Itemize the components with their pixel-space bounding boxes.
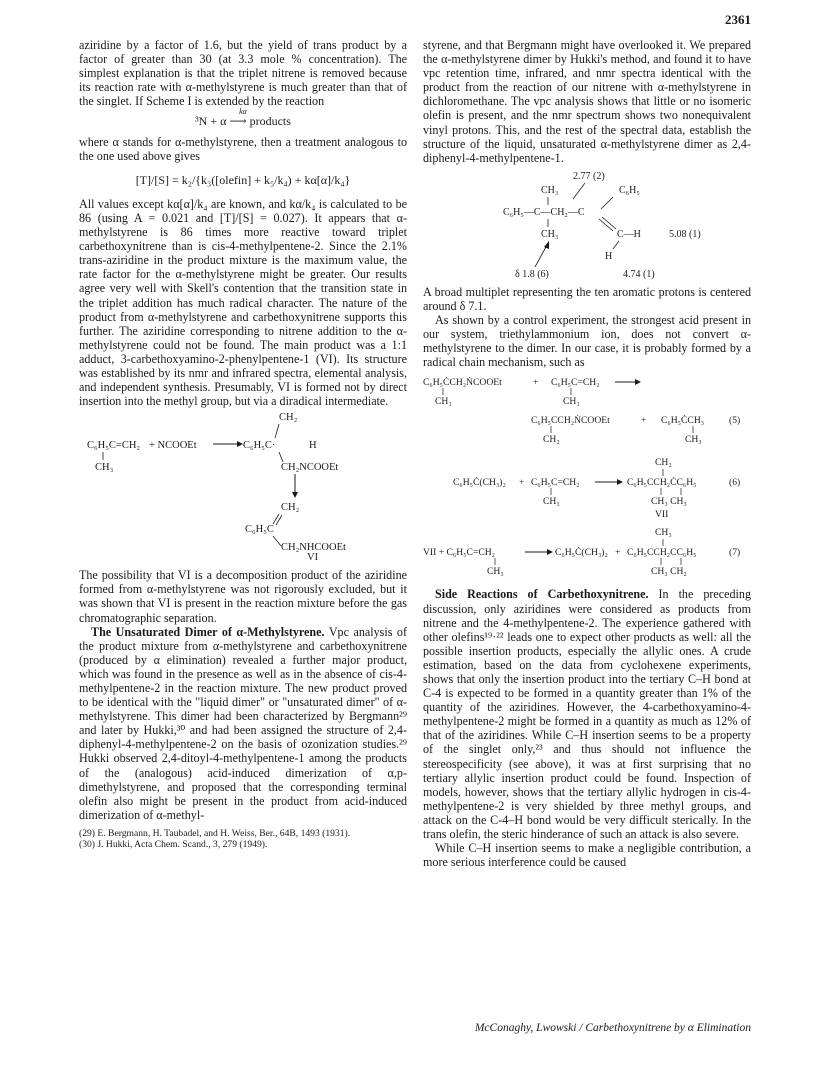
plus-ncooet: + NCOOEt (149, 440, 197, 452)
r5-plus-2: + (641, 415, 647, 427)
reactant-styrene: C₆H₅C=CH₂ (87, 440, 141, 452)
left-column (79, 38, 407, 851)
scheme-vi-diagram (79, 412, 407, 560)
section-heading-side-reactions: Side Reactions of Carbethoxynitrene. (435, 587, 649, 602)
r7-product-b: C₆H₅Ċ(CH₃)₂ (555, 547, 608, 559)
footnote-30: (30) J. Hukki, Acta Chem. Scand., 3, 279 (1949). (79, 839, 268, 851)
r6-product-top: CH₂ (655, 457, 672, 469)
r6-product: C₆H₅CCH₂ĊC₆H₅ (627, 477, 697, 489)
equation-1-text: kα ³N + α ⟶ products (195, 107, 291, 129)
right-paragraph-4: Side Reactions of Carbethoxynitrene. In the preceding discussion, only aziridines were considered as products from nitrene and the 4-methylpentene-2. The experience gathered with other olefins¹⁹·²² leads one to expect other products as well: all the possible insertion products, especially the allylic ones. A crude estimation, based on the data from cyclohexene experiments, shows that only the insertion product into the tertiary C–H bond at C-4 is expected to be formed in a quantity greater than 1% of the quantity of the aziridines. However, the 4-carbethoxyamino-4-methylpentene-2 might be formed in a quantity as much as 12% of that of the aziridines. While C–H insertion seems to be a property of the singlet only,²³ and thus should not influence the stereospecificity (see above), it was at first surprising that no tertiary allylic insertion product could be found. Inspection of models, however, shows that the tertiary allylic hydrogen in cis-4-methylpentene-2 is very shielded by three methyl groups, and attack on the C-4–H bond would be very difficult sterically. In the trans olefin, the steric hinderance of such an attack is also severe. (423, 587, 752, 841)
left-paragraph-5: The Unsaturated Dimer of α-Methylstyrene. Vpc analysis of the product mixture from α-methylstyrene and carbethoxynitrene (produced by α elimination) revealed a further major product, which was found in the presence as well as in the absence of cis-4-methylpentene-2 in the reaction mixture. The new product proved to be identical with the "liquid dimer" or "unsaturated dimer" of α-methylstyrene. This dimer had been characterized by Bergmann²⁹ and later by Hukki,³⁰ and had been assigned the structure of 2,4-diphenyl-4-methylpentene-2 on the basis of ozonization studies.²⁹ Hukki observed 2,4-ditoyl-4-methylpentene-1 among the products of the (analogous) acid-induced dimerization of α,p-dimethylstyrene, and proposed that the corresponding terminal olefin also might be present in the product from acid-induced dimerization of α-methyl- (79, 624, 408, 822)
r6-reactant-b: C₆H₅C=CH₂ (531, 477, 580, 489)
right-paragraph-2: A broad multiplet representing the ten aromatic protons is centered around δ 7.1. (423, 284, 751, 313)
r7-plus: + (615, 547, 621, 559)
r5-reactant-b: C₆H₅C=CH₂ (551, 377, 600, 389)
intermediate-ch2-top: CH₂ (279, 412, 298, 424)
product-phenyl-c: C₆H₅C (245, 524, 274, 536)
product-ch2nh: CH₂NHCOOEt (281, 542, 346, 554)
nmr-ch3-bottom: CH₃ (541, 228, 559, 240)
r5-reactant-a-methyl: CH₃ (435, 396, 452, 408)
right-paragraph-3: As shown by a control experiment, the strongest acid present in our system, triethylammonium ion, does not convert α-methylstyrene to the dimer. In our case, it is probably formed by a radical chain mechanism, such as (423, 313, 751, 370)
r7-reactant-a-methyl: CH₃ (487, 566, 504, 578)
left-paragraph-3: All values except kα[α]/k₄ are known, and kα/k₄ is calculated to be 86 (using A = 0.021 and [T]/[S] = 0.027). It appears that α-methylstyrene is 86 times more reactive toward triplet carbethoxynitrene than is cis-4-methylpentene-2. Since the 2.1% trans-aziridine in the product mixture is the maximum value, the rate factor for the α-methylstyrene might be greater. Our results agree very well with Skell's contention that the transition state in the triplet addition has much radical character. The nature of the product from α-methylstyrene and carbethoxynitrene supports this further. The aziridine corresponding to nitrene addition to the α-methylstyrene could not be found. The main product was a 1:1 adduct, 3-carbethoxyamino-2-phenylpentene-1 (VI). Its structure was established by its nmr and infrared spectra, elemental analysis, and independent synthesis. Presumably, VI is formed not by direct insertion into the methyl group, but via a diradical intermediate. (79, 196, 407, 409)
compound-label-vii: VII (655, 509, 669, 521)
left-paragraph-1: aziridine by a factor of 1.6, but the yield of trans product by a factor of greater than 30 (at 3.3 mole % concentration). The simplest explanation is that the triplet nitrene is removed because its reaction rate with α-methylstyrene is much greater than that of the singlet. If Scheme I is extended by the reaction (79, 38, 407, 109)
shift-2-77: 2.77 (2) (573, 170, 605, 182)
nmr-structure-diagram (423, 169, 751, 281)
footnote-29: (29) E. Bergmann, H. Taubadel, and H. Weiss, Ber., 64B, 1493 (1931). (79, 827, 351, 839)
r6-number: (6) (729, 477, 741, 489)
shift-1-8: δ 1.8 (6) (515, 268, 549, 280)
right-column (423, 38, 751, 869)
r5-reactant-a: C₆H₅ĊCH₂ṄCOOEt (423, 377, 502, 389)
page-number: 2361 (725, 12, 751, 27)
equation-1-rate: kα (239, 107, 247, 117)
r7-product-c: C₆H₅CCH₂CC₆H₅ (627, 547, 697, 559)
r5-product-c-sub: CH₂ (543, 434, 560, 446)
intermediate-h: H (309, 440, 317, 452)
r7-number: (7) (729, 547, 741, 559)
r5-product-d-sub: CH₃ (685, 434, 702, 446)
running-footer: McConaghy, Lwowski / Carbethoxynitrene by α Elimination (474, 1022, 751, 1034)
intermediate: C₆H₅C· (243, 440, 276, 452)
r5-product-c: C₆H₅CCH₂ṄCOOEt (531, 415, 610, 427)
compound-label-vi: VI (307, 552, 319, 561)
r5-product-d: C₆H₅ĊCH₃ (661, 415, 705, 427)
r7-product-top: CH₃ (655, 527, 672, 539)
nmr-main-chain: C₆H₅—C—CH₂—C (503, 206, 585, 218)
equation-1 (79, 107, 407, 129)
r5-reactant-b-methyl: CH₃ (563, 396, 580, 408)
nmr-c-h: C—H (617, 228, 641, 240)
radical-chain-reactions (423, 373, 751, 583)
r6-reactant-a: C₆H₅Ċ(CH₃)₂ (453, 477, 506, 489)
r5-plus: + (533, 377, 539, 389)
shift-5-08: 5.08 (1) (669, 228, 701, 240)
product-ch2-top: CH₂ (281, 502, 300, 514)
reactant-methyl: CH₃ (95, 462, 114, 474)
r5-number: (5) (729, 415, 741, 427)
left-paragraph-2: where α stands for α-methylstyrene, then a treatment analogous to the one used above gives (79, 134, 407, 163)
section-heading-dimer: The Unsaturated Dimer of α-Methylstyrene. (91, 624, 325, 639)
shift-4-74: 4.74 (1) (623, 268, 655, 280)
intermediate-ch2n: CH₂NCOOEt (281, 462, 339, 474)
r6-plus: + (519, 477, 525, 489)
r7-reactant-a: VII + C₆H₅C=CH₂ (423, 547, 496, 559)
equation-2: [T]/[S] = k₂/{k₃([olefin] + k₅/k₄) + kα[α]/k₄} (135, 172, 351, 187)
nmr-h: H (605, 250, 613, 262)
r6-reactant-b-methyl: CH₃ (543, 496, 560, 508)
right-paragraph-5: While C–H insertion seems to make a negligible contribution, a more serious interference could be caused (423, 841, 751, 870)
nmr-phenyl-right: C₆H₅ (619, 184, 640, 196)
right-paragraph-1: styrene, and that Bergmann might have overlooked it. We prepared the α-methylstyrene dimer by Hukki's method, and found it to have vpc retention time, infrared, and nmr spectra identical with the product from the reaction of our nitrene with α-methylstyrene in dichloromethane. The vpc analysis shows that little or no isomeric olefin is present, and the nmr spectrum shows two nonequivalent vinyl protons. This, and the rest of the spectral data, establish the structure of the liquid, unsaturated α-methylstyrene dimer as 2,4-diphenyl-4-methylpentene-1. (423, 38, 751, 165)
footnotes (79, 828, 407, 851)
r6-product-sub: CH₃ CH₃ (651, 496, 687, 508)
r7-product-sub: CH₃ CH₂ (651, 566, 687, 578)
left-paragraph-4: The possibility that VI is a decomposition product of the aziridine formed from α-methylstyrene was not rigorously excluded, but it was shown that VI is present in the reaction mixture before the gas chromatographic separation. (79, 568, 407, 625)
nmr-ch3-top: CH₃ (541, 184, 559, 196)
